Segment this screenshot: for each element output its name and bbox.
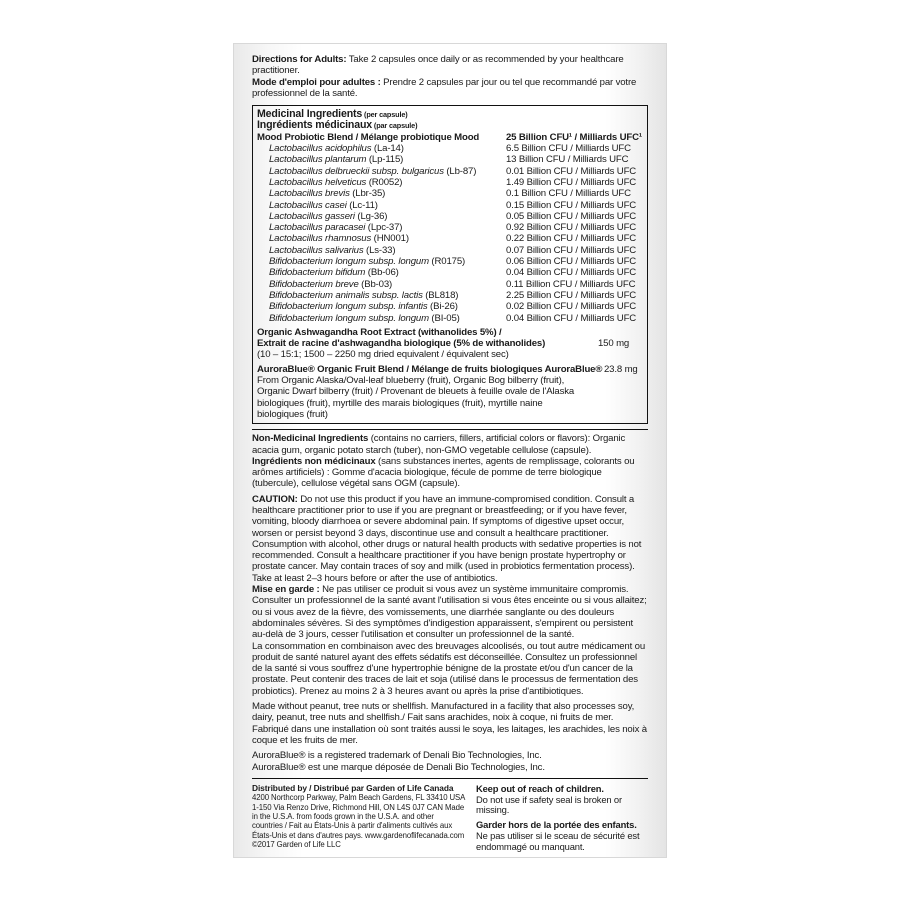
strain-row [257,256,644,267]
ashwagandha-quantity: 150 mg [598,337,630,349]
directions-fr-text: Prendre 2 capsules par jour ou tel que recommandé par votre professionnel de la santé. [252,76,637,99]
strain-name-cell [257,166,476,177]
strain-name-cell [257,177,402,188]
aurora-head: AuroraBlue® Organic Fruit Blend / Mélange de fruits biologiques AuroraBlue® [257,363,603,375]
strain-name: Lactobacillus delbrueckii subsp. bulgaricus [269,165,444,177]
medicinal-ingredients-box [252,105,648,424]
facts-title-fr-text: Ingrédients médicinaux [257,119,373,132]
nmi-en-text: (contains no carriers, fillers, artificial colors or flavors): Organic acacia gum, organic potato starch (tuber), non-GMO vegetable cellulose (capsule). [252,433,626,456]
strain-name: Bifidobacterium longum subsp. longum [269,256,429,268]
strain-name: Lactobacillus gasseri [269,210,355,222]
caution-en-text: Do not use this product if you have an immune-compromised condition. Consult a healthcare practitioner prior to use if you are pregnant or breastfeeding; or if you have fever, vomiting, bloody diarrhoea or severe abdominal pain. If symptoms of digestive upset occur, worsen or persist beyond 3 days, discontinue use and consult a healthcare practitioner. Consumption with alcohol, other drugs or natural health products with sedative properties is not recommended. Consult a healthcare practitioner if you have benign prostate hypertrophy or prostate cancer. May contain traces of soy and milk (used in probiotics fermentation process). Take at least 2–3 hours before or after the use of antibiotics. [252,493,642,584]
safety-block [476,784,648,853]
strain-row [257,267,644,278]
strain-name-cell [257,143,404,154]
strain-name-cell [257,233,409,244]
strain-row [257,177,644,188]
copyright-text: ©2017 Garden of Life LLC [252,840,341,850]
strain-code: (Lpc-37) [365,222,403,234]
caution-fr-label: Mise en garde : [252,584,320,596]
trademark-en: AuroraBlue® is a registered trademark of Denali Bio Technologies, Inc. [252,750,542,762]
strain-quantity: 0.02 Billion CFU / Milliards UFC [506,301,637,313]
caution-fr-text-2: La consommation en combinaison avec des breuvages alcoolisés, ou tout autre médicament ou produit de santé naturel ayant des effets sédatifs est déconseillée. Consultez un professionnel de la santé si vous souffrez d'une hypertrophie bénigne de la prostate et/ou d'un cancer de la prostate. Peut contenir des traces de lait et soja (utilisé dans le processus de fermentation des probiotics). Prenez au moins 2 à 3 heures avant ou après la prise d'antibiotiques. [252,640,646,697]
strain-name: Lactobacillus casei [269,199,347,211]
nmi-fr-text: (sans substances inertes, agents de remplissage, colorants ou arômes artificiels) : Gomme d'acacia biologique, fécule de pomme de terre biologique (tubercule), cellulose végétal sans OGM (capsule). [252,455,635,490]
strain-name: Bifidobacterium longum subsp. infantis [269,301,428,313]
ashwagandha-line3: (10 – 15:1; 1500 – 2250 mg dried equivalent / équivalent sec) [257,349,509,361]
strain-name: Bifidobacterium longum subsp. longum [269,312,429,324]
strain-name-cell [257,290,458,301]
strain-row [257,188,644,199]
strain-code: (Lbr-35) [349,188,386,200]
strain-quantity: 1.49 Billion CFU / Milliards UFC [506,176,637,188]
aurora-text: From Organic Alaska/Oval-leaf blueberry (fruit), Organic Bog bilberry (fruit), Organic Dwarf bilberry (fruit) / Provenant de bleuets à feuille ovale de l'Alaska biologiques (fruit), myrtille des marais biologiques (fruit), myrtille naine biologiques (fruit) [257,375,575,420]
caution-en-label: CAUTION: [252,493,298,505]
strain-name: Lactobacillus rhamnosus [269,233,372,245]
blend-quantity: 25 Billion CFU¹ / Milliards UFC¹ [506,131,642,143]
strain-list [257,143,644,324]
strain-quantity: 0.11 Billion CFU / Milliards UFC [506,278,636,290]
trademark-fr: AuroraBlue® est une marque déposée de Denali Bio Technologies, Inc. [252,761,545,773]
blend-header-row [257,132,644,143]
nmi-fr-label: Ingrédients non médicinaux [252,455,376,467]
strain-row [257,313,644,324]
strain-quantity: 0.06 Billion CFU / Milliards UFC [506,256,637,268]
strain-row [257,233,644,244]
strain-row [257,211,644,222]
strain-quantity: 0.04 Billion CFU / Milliards UFC [506,312,637,324]
strain-quantity: 6.5 Billion CFU / Milliards UFC [506,143,631,155]
strain-quantity: 0.01 Billion CFU / Milliards UFC [506,165,637,177]
non-medicinal-section [252,433,648,489]
ashwagandha-line2: Extrait de racine d'ashwagandha biologique (5% de withanolides) [257,338,546,350]
strain-quantity: 0.05 Billion CFU / Milliards UFC [506,210,637,222]
nmi-en-label: Non-Medicinal Ingredients [252,433,369,445]
strain-code: (BL818) [422,289,459,301]
garder-head: Garder hors de la portée des enfants. [476,819,637,831]
keep-head: Keep out of reach of children. [476,782,604,794]
strain-code: (Lg-36) [354,210,388,222]
facts-title-fr [257,120,644,131]
facts-title-en-sub: (per capsule) [362,110,408,120]
distributor-block [252,784,466,853]
keep-text: Do not use if safety seal is broken or missing. [476,793,622,816]
strain-quantity: 0.92 Billion CFU / Milliards UFC [506,222,637,234]
footer-section [252,778,648,853]
strain-name-cell [257,222,402,233]
trademark-section [252,750,648,773]
caution-section [252,494,648,697]
strain-name: Bifidobacterium bifidum [269,267,366,279]
facts-title-fr-sub: (par capsule) [372,121,418,131]
strain-name-cell [257,301,458,312]
made-without-text: Made without peanut, tree nuts or shellfish. Manufactured in a facility that also processes soy, dairy, peanut, tree nuts and shellfish./ Fait sans arachides, noix à coque, ni fruits de mer. Fabriqué dans une installation où sont traités aussi le soya, les laitages, les arachides, les noix à coque et les fruits de mer. [252,701,647,746]
strain-name-cell [257,188,385,199]
strain-name-cell [257,154,403,165]
strain-row [257,290,644,301]
strain-name-cell [257,200,378,211]
strain-name-cell [257,256,465,267]
strain-row [257,166,644,177]
strain-name: Bifidobacterium animalis subsp. lactis [269,289,423,301]
facts-title-en-text: Medicinal Ingredients [257,108,363,121]
strain-name-cell [257,245,395,256]
strain-row [257,143,644,154]
strain-code: (Lc-11) [346,199,378,211]
divider [252,429,648,430]
strain-name-cell [257,211,387,222]
strain-code: (R0052) [366,176,403,188]
strain-row [257,279,644,290]
directions-en-text: Take 2 capsules once daily or as recommended by your healthcare practitioner. [252,54,624,77]
allergen-section [252,701,648,746]
aurora-quantity: 23.8 mg [604,363,638,375]
strain-name: Lactobacillus brevis [269,188,350,200]
strain-code: (Lb-87) [443,165,477,177]
strain-code: (Bi-26) [427,301,458,313]
strain-name: Lactobacillus paracasei [269,222,366,234]
directions-fr-label: Mode d'emploi pour adultes : [252,76,381,88]
strain-quantity: 0.04 Billion CFU / Milliards UFC [506,267,637,279]
strain-code: (HN001) [371,233,409,245]
strain-name-cell [257,267,399,278]
label-content [252,54,648,853]
distributor-head: Distributed by / Distribué par Garden of Life Canada [252,782,454,793]
strain-name-cell [257,313,460,324]
directions-section [252,54,648,99]
strain-name: Lactobacillus salivarius [269,244,364,256]
strain-quantity: 0.22 Billion CFU / Milliards UFC [506,233,637,245]
ashwagandha-row [257,327,644,361]
distributor-text: 4200 Northcorp Parkway, Palm Beach Gardens, FL 33410 USA 1-150 Via Renzo Drive, Richmond Hill, ON L4S 0J7 CAN Made in the U.S.A. from foods grown in the U.S.A. and other countries / Fait au États-Unis à partir d'aliments cultivés aux États-Unis et dans d'autres pays. www.gardenoflifecanada.com [252,793,465,840]
strain-code: (Bb-03) [358,278,393,290]
ashwagandha-line1: Organic Ashwagandha Root Extract (withanolides 5%) / [257,326,502,338]
directions-en-label: Directions for Adults: [252,54,347,65]
garder-text: Ne pas utiliser si le sceau de sécurité est endommagé ou manquant. [476,830,640,852]
strain-code: (Ls-33) [363,244,396,256]
strain-name: Lactobacillus acidophilus [269,143,372,155]
strain-code: (BI-05) [428,312,460,324]
strain-code: (Lp-115) [366,154,404,166]
strain-name: Lactobacillus plantarum [269,154,367,166]
strain-row [257,301,644,312]
strain-code: (Bb-06) [365,267,399,279]
strain-name: Lactobacillus helveticus [269,176,367,188]
strain-quantity: 0.07 Billion CFU / Milliards UFC [506,244,637,256]
strain-row [257,222,644,233]
blend-name: Mood Probiotic Blend / Mélange probiotique Mood [257,131,480,143]
strain-row [257,200,644,211]
strain-name-cell [257,279,392,290]
strain-quantity: 13 Billion CFU / Milliards UFC [506,154,629,166]
strain-quantity: 0.1 Billion CFU / Milliards UFC [506,188,631,200]
caution-fr-text-1: Ne pas utiliser ce produit si vous avez un système immunitaire compromis. Consulter un professionnel de la santé avant l'utilisation si vous êtes enceinte ou si vous allaitez; ou si vous avez de la fièvre, des vomissements, une diarrhée sanglante ou des douleurs abdominales sévères. Si des symptômes d'indigestion apparaissent, s'empirent ou persistent au-delà de 3 jours, cesser l'utilisation et consulter un professionnel de la santé. [252,584,647,641]
strain-name: Bifidobacterium breve [269,278,359,290]
strain-code: (R0175) [428,256,466,268]
strain-row [257,154,644,165]
strain-row [257,245,644,256]
strain-code: (La-14) [371,143,404,155]
aurora-row [257,364,644,420]
strain-quantity: 2.25 Billion CFU / Milliards UFC [506,289,637,301]
strain-quantity: 0.15 Billion CFU / Milliards UFC [506,199,637,211]
